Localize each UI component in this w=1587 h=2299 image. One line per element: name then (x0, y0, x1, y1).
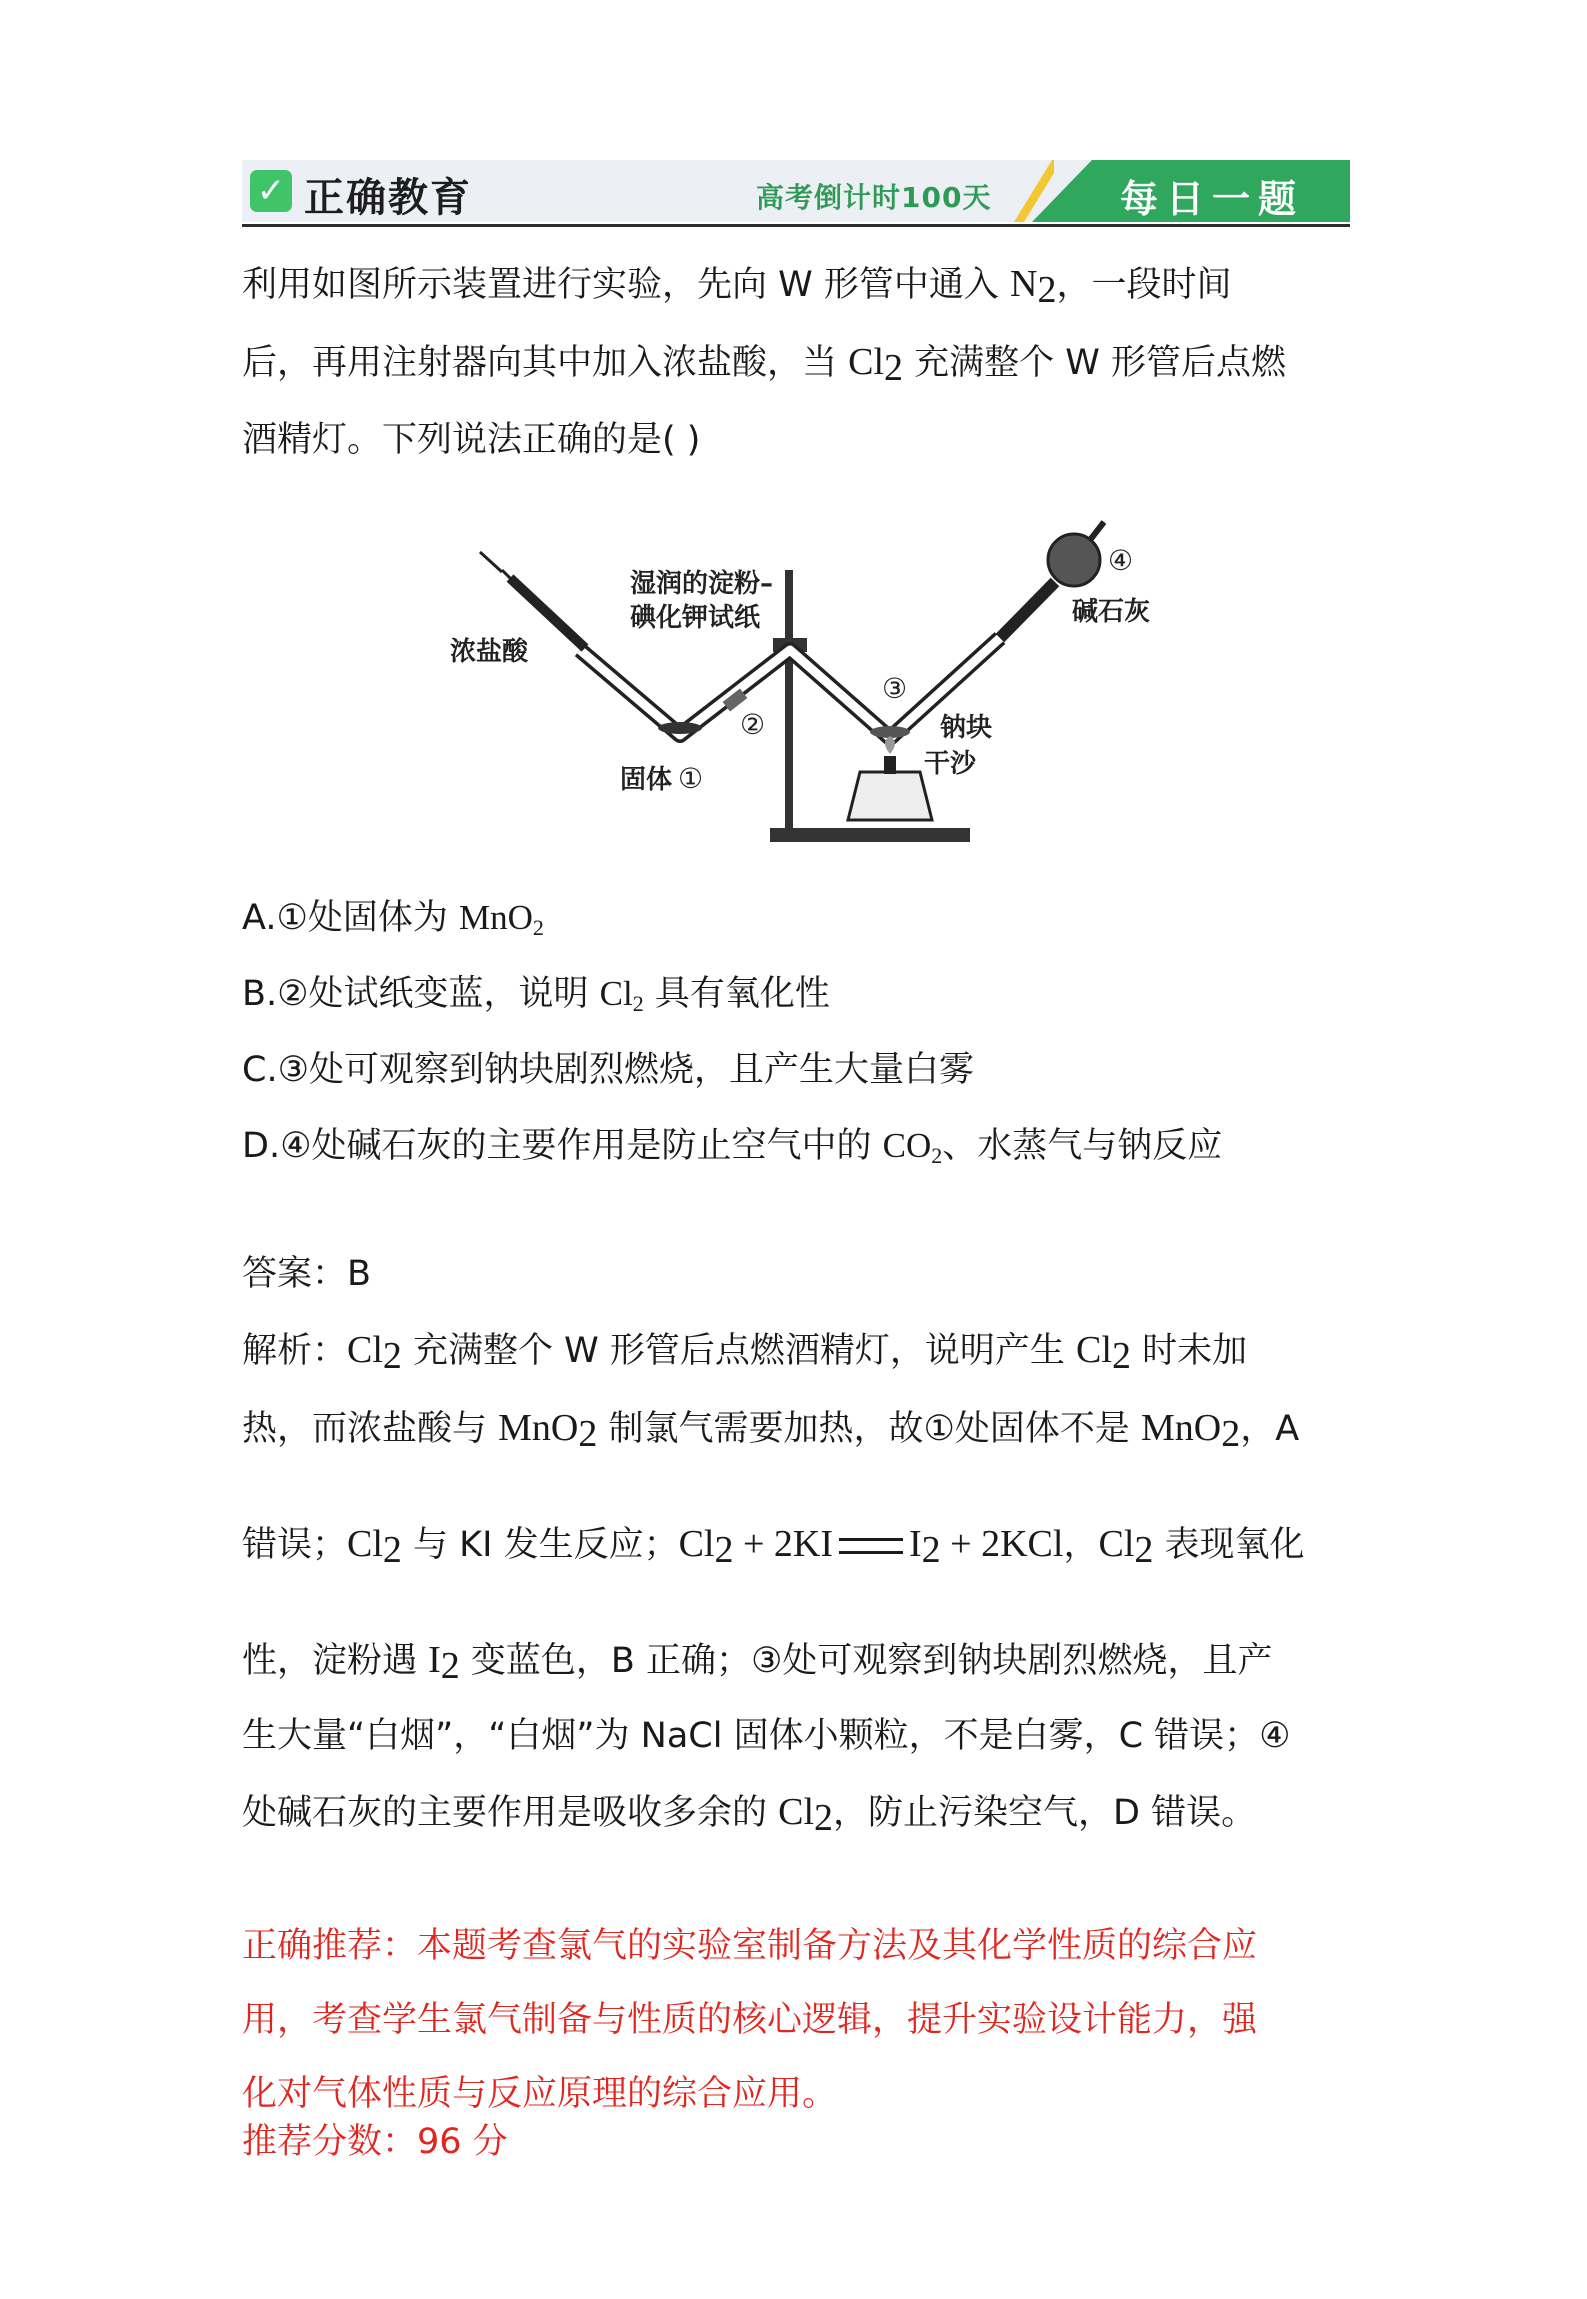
stand-rod (785, 570, 793, 832)
question-line-1: 利用如图所示装置进行实验，先向 W 形管中通入 $N_2$，一段时间 (242, 263, 1232, 311)
alcohol-lamp (848, 772, 932, 820)
option-d: D.④处碱石灰的主要作用是防止空气中的 $CO_2$、水蒸气与钠反应 (242, 1126, 1223, 1168)
label-n3: ③ (882, 672, 908, 705)
label-lime: 碱石灰 (1072, 597, 1151, 627)
apparatus-diagram (440, 510, 1160, 860)
daily-question-label: 每日一题 (1120, 177, 1305, 221)
header-divider (242, 224, 1350, 227)
analysis-line-3: 错误；$Cl_2$ 与 KI 发生反应；$Cl_2 + 2KI$ $I_2 + 2KCl$，$Cl_2$ 表现氧化 (242, 1523, 1305, 1571)
recommend-score: 推荐分数：96 分 (242, 2122, 508, 2162)
label-sodium: 钠块 (940, 713, 993, 743)
label-paper-2: 碘化钾试纸 (630, 603, 761, 633)
label-n2: ② (740, 708, 766, 741)
brand-name: 正确教育 (304, 175, 472, 221)
header-banner (242, 160, 1350, 228)
recommend-line-1: 正确推荐：本题考查氯气的实验室制备方法及其化学性质的综合应 (242, 1926, 1258, 1966)
analysis-line-6: 处碱石灰的主要作用是吸收多余的 $Cl_2$，防止污染空气，D 错误。 (242, 1791, 1257, 1839)
label-acid: 浓盐酸 (450, 637, 529, 667)
equation-equals-sign (839, 1538, 903, 1554)
question-line-3: 酒精灯。下列说法正确的是( ) (242, 420, 701, 460)
countdown-text: 高考倒计时100天 (756, 181, 992, 214)
recommend-line-2: 用，考查学生氯气制备与性质的核心逻辑，提升实验设计能力，强 (242, 2000, 1258, 2040)
drying-tube-outlet (1090, 522, 1104, 540)
label-n1: ① (678, 762, 704, 795)
soda-lime-bulb (1048, 534, 1100, 586)
checkmark-icon: ✓ (250, 170, 292, 212)
label-sand: 干沙 (924, 749, 977, 779)
analysis-line-5: 生大量“白烟”，“白烟”为 NaCl 固体小颗粒，不是白雾，C 错误；④ (242, 1716, 1291, 1756)
drying-tube-stem (1000, 582, 1055, 638)
syringe-needle (480, 552, 502, 572)
recommend-line-3: 化对气体性质与反应原理的综合应用。 (242, 2074, 838, 2114)
lamp-wick (884, 756, 896, 774)
stand-base (770, 828, 970, 842)
option-c: C.③处可观察到钠块剧烈燃烧，且产生大量白雾 (242, 1050, 974, 1090)
label-paper-1: 湿润的淀粉– (630, 569, 774, 599)
label-n4: ④ (1108, 544, 1134, 577)
answer: 答案：B (242, 1254, 372, 1294)
analysis-line-2: 热，而浓盐酸与 MnO$_2$ 制氯气需要加热，故①处固体不是 MnO$_2$，A (242, 1407, 1300, 1455)
question-line-2: 后，再用注射器向其中加入浓盐酸，当 $Cl_2$ 充满整个 W 形管后点燃 (242, 341, 1287, 389)
solid-reagent (658, 722, 702, 734)
option-a: A.①处固体为 MnO$_2$ (242, 898, 544, 940)
analysis-line-4: 性，淀粉遇 $I_2$ 变蓝色，B 正确；③处可观察到钠块剧烈燃烧，且产 (242, 1639, 1273, 1687)
analysis-line-1: 解析：$Cl_2$ 充满整个 W 形管后点燃酒精灯，说明产生 $Cl_2$ 时未加 (242, 1329, 1248, 1377)
option-b: B.②处试纸变蓝，说明 $Cl_2$ 具有氧化性 (242, 974, 830, 1016)
label-solid: 固体 (620, 765, 673, 795)
